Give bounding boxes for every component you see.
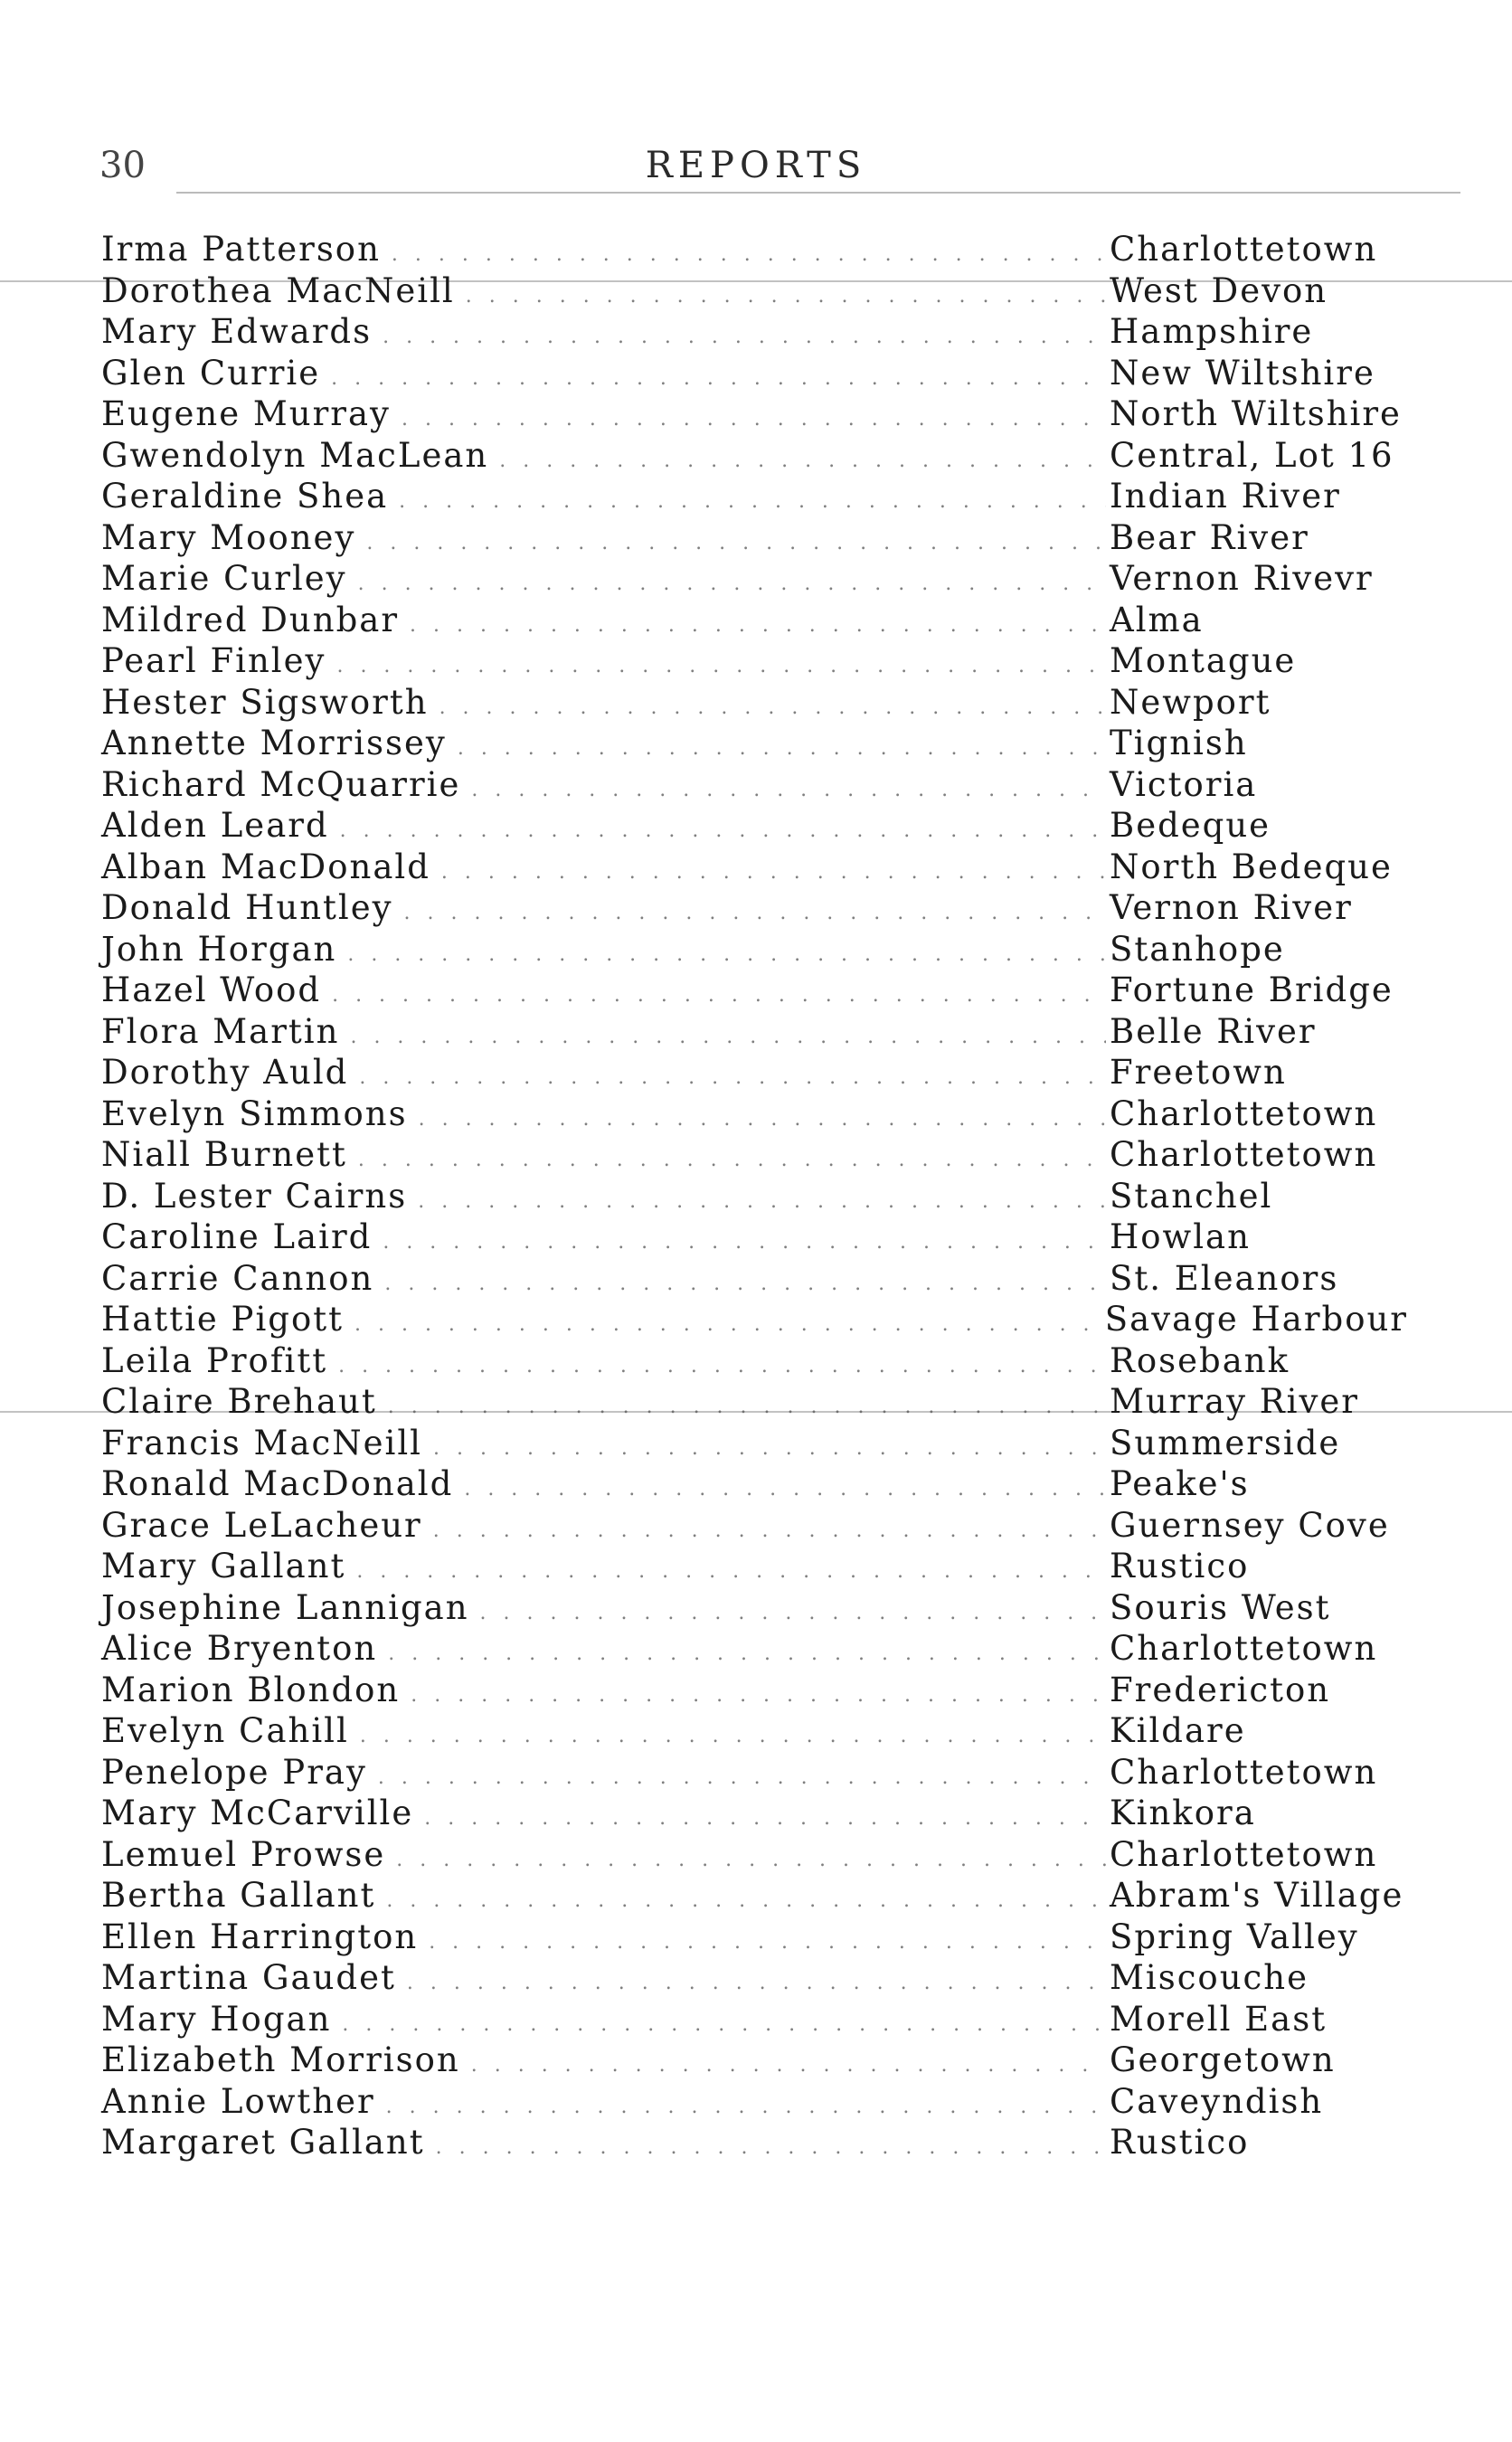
list-item (101, 229, 1408, 270)
dot-leader (433, 1428, 1106, 1470)
list-item (101, 558, 1408, 600)
list-item (101, 805, 1408, 847)
place-name: Georgetown (1110, 2040, 1336, 2079)
place-name: Vernon Rivevr (1110, 559, 1374, 598)
person-name: Mary Hogan (101, 1999, 332, 2039)
place-name: Fredericton (1110, 1670, 1331, 1709)
place-name: Kildare (1110, 1711, 1246, 1750)
place-name: Charlottetown (1110, 230, 1378, 269)
list-item (101, 1793, 1408, 1834)
list-item (101, 1216, 1408, 1258)
list-item (101, 1628, 1408, 1670)
list-item (101, 1875, 1408, 1917)
running-title: REPORTS (645, 145, 867, 186)
dot-leader (388, 1387, 1106, 1428)
person-name: Hattie Pigott (101, 1300, 344, 1339)
list-item (101, 1423, 1408, 1464)
list-item (101, 1258, 1408, 1300)
dot-leader (383, 1222, 1106, 1264)
place-name: Caveyndish (1110, 2081, 1324, 2121)
list-item (101, 600, 1408, 641)
person-name: Martina Gaudet (101, 1958, 396, 1997)
list-item (101, 970, 1408, 1011)
list-item (101, 764, 1408, 806)
person-name: Mary Mooney (101, 517, 356, 557)
dot-leader (358, 1140, 1106, 1181)
place-name: Bedeque (1110, 806, 1271, 845)
person-name: Donald Huntley (101, 888, 393, 927)
list-item (101, 1463, 1408, 1505)
person-name: Irma Patterson (101, 230, 381, 269)
dot-leader (331, 358, 1106, 400)
person-name: Ellen Harrington (101, 1917, 419, 1956)
list-item (101, 1546, 1408, 1587)
dot-leader (419, 1099, 1106, 1141)
place-name: Souris West (1110, 1587, 1331, 1627)
place-name: Indian River (1110, 477, 1341, 516)
dot-leader (342, 2004, 1106, 2046)
dot-leader (338, 1346, 1106, 1387)
place-name: Montague (1110, 641, 1297, 680)
place-name: Spring Valley (1110, 1917, 1359, 1956)
dot-leader (480, 1593, 1106, 1634)
dot-leader (350, 1017, 1106, 1058)
place-name: Newport (1110, 682, 1271, 722)
person-name: Eugene Murray (101, 394, 391, 433)
person-name: Leila Profitt (101, 1340, 328, 1380)
dot-leader (466, 276, 1106, 317)
list-item (101, 1834, 1408, 1876)
list-item (101, 640, 1408, 682)
person-name: Penelope Pray (101, 1752, 367, 1792)
place-name: Rustico (1110, 2123, 1250, 2162)
place-name: Fortune Bridge (1110, 970, 1394, 1009)
person-name: Ronald MacDonald (101, 1464, 454, 1503)
dot-leader (386, 1880, 1106, 1922)
place-name: Abram's Village (1110, 1876, 1404, 1915)
place-name: Charlottetown (1110, 1752, 1378, 1792)
place-name: North Wiltshire (1110, 394, 1402, 433)
dot-leader (399, 481, 1106, 523)
list-item (101, 1917, 1408, 1958)
list-item (101, 311, 1408, 353)
person-name: Bertha Gallant (101, 1876, 376, 1915)
person-name: Elizabeth Morrison (101, 2040, 460, 2079)
place-name: Freetown (1110, 1053, 1287, 1092)
list-item (101, 1134, 1408, 1176)
list-item (101, 1052, 1408, 1093)
place-name: Central, Lot 16 (1110, 435, 1394, 475)
dot-leader (386, 2087, 1106, 2128)
place-name: Guernsey Cove (1110, 1505, 1390, 1545)
dot-leader (366, 523, 1106, 564)
person-name: Richard McQuarrie (101, 764, 461, 804)
dot-leader (411, 1675, 1106, 1717)
person-name: Glen Currie (101, 353, 321, 393)
dot-leader (471, 2045, 1106, 2087)
list-item (101, 1176, 1408, 1217)
place-name: Rosebank (1110, 1340, 1290, 1380)
list-item (101, 2122, 1408, 2163)
name-place-list (101, 229, 1408, 2163)
list-item (101, 1710, 1408, 1752)
dot-leader (336, 646, 1106, 687)
person-name: Dorothea MacNeill (101, 270, 455, 310)
place-name: Miscouche (1110, 1958, 1309, 1997)
person-name: Margaret Gallant (101, 2123, 425, 2162)
place-name: West Devon (1110, 270, 1328, 310)
list-item (101, 435, 1408, 477)
list-item (101, 2040, 1408, 2081)
person-name: Mildred Dunbar (101, 600, 400, 639)
person-name: Niall Burnett (101, 1135, 347, 1174)
place-name: Murray River (1110, 1382, 1359, 1421)
dot-leader (429, 1922, 1106, 1964)
dot-leader (418, 1181, 1106, 1223)
person-name: Geraldine Shea (101, 477, 389, 516)
dot-leader (464, 1469, 1106, 1510)
place-name: Charlottetown (1110, 1629, 1378, 1668)
person-name: Hester Sigsworth (101, 682, 429, 722)
dot-leader (388, 1633, 1106, 1675)
list-item (101, 1093, 1408, 1135)
place-name: Howlan (1110, 1217, 1251, 1256)
place-name: Charlottetown (1110, 1093, 1378, 1133)
person-name: D. Lester Cairns (101, 1176, 408, 1216)
person-name: Grace LeLacheur (101, 1505, 422, 1545)
person-name: Alban MacDonald (101, 847, 430, 886)
dot-leader (360, 1716, 1106, 1757)
place-name: Summerside (1110, 1423, 1341, 1462)
place-name: Peake's (1110, 1464, 1250, 1503)
dot-leader (384, 1264, 1106, 1305)
page-number: 30 (99, 145, 146, 186)
dot-leader (410, 605, 1106, 647)
person-name: Caroline Laird (101, 1217, 373, 1256)
list-item (101, 1340, 1408, 1382)
place-name: Kinkora (1110, 1794, 1256, 1832)
dot-leader (458, 728, 1106, 770)
person-name: Flora Martin (101, 1011, 340, 1051)
place-name: North Bedeque (1110, 847, 1393, 886)
place-name: Hampshire (1110, 312, 1314, 351)
dot-leader (354, 1304, 1101, 1346)
place-name: Stanchel (1110, 1176, 1273, 1216)
person-name: Hazel Wood (101, 970, 322, 1009)
list-item (101, 1587, 1408, 1629)
person-name: Evelyn Cahill (101, 1711, 349, 1750)
list-item (101, 1381, 1408, 1423)
dot-leader (499, 440, 1106, 482)
list-item (101, 723, 1408, 764)
place-name: Victoria (1110, 764, 1258, 804)
dot-leader (439, 687, 1106, 729)
dot-leader (340, 810, 1106, 852)
place-name: New Wiltshire (1110, 353, 1375, 393)
dot-leader (407, 1963, 1106, 2004)
place-name: Alma (1110, 600, 1204, 639)
person-name: Alden Leard (101, 806, 329, 845)
list-item (101, 476, 1408, 517)
person-name: Mary Gallant (101, 1547, 346, 1585)
person-name: Marie Curley (101, 559, 347, 598)
list-item (101, 847, 1408, 888)
list-item (101, 517, 1408, 559)
dot-leader (424, 1798, 1106, 1840)
person-name: Marion Blondon (101, 1670, 401, 1709)
list-item (101, 682, 1408, 724)
dot-leader (433, 1510, 1106, 1552)
place-name: Vernon River (1110, 888, 1353, 927)
list-item (101, 270, 1408, 312)
dot-leader (347, 934, 1106, 976)
list-item (101, 929, 1408, 970)
place-name: Bear River (1110, 517, 1309, 557)
dot-leader (404, 893, 1106, 934)
person-name: Mary McCarville (101, 1794, 414, 1832)
dot-leader (441, 852, 1106, 894)
dot-leader (332, 975, 1106, 1017)
person-name: Alice Bryenton (101, 1629, 378, 1668)
dot-leader (356, 1551, 1106, 1593)
place-name: Charlottetown (1110, 1135, 1378, 1174)
place-name: Savage Harbour (1104, 1300, 1408, 1339)
dot-leader (392, 234, 1106, 276)
dot-leader (378, 1757, 1106, 1799)
dot-leader (358, 563, 1106, 605)
list-item (101, 1999, 1408, 2040)
list-item (101, 393, 1408, 435)
dot-leader (402, 399, 1106, 440)
person-name: Francis MacNeill (101, 1423, 422, 1462)
dot-leader (436, 2127, 1106, 2169)
list-item (101, 353, 1408, 394)
person-name: Josephine Lannigan (101, 1587, 469, 1627)
place-name: St. Eleanors (1110, 1258, 1339, 1298)
person-name: Lemuel Prowse (101, 1834, 386, 1874)
list-item (101, 1505, 1408, 1547)
list-item (101, 1957, 1408, 1999)
person-name: Evelyn Simmons (101, 1093, 408, 1133)
place-name: Belle River (1110, 1011, 1317, 1051)
person-name: Dorothy Auld (101, 1053, 349, 1092)
dot-leader (359, 1057, 1106, 1099)
list-item (101, 1011, 1408, 1053)
person-name: Gwendolyn MacLean (101, 435, 489, 475)
person-name: Mary Edwards (101, 312, 373, 351)
place-name: Tignish (1110, 724, 1248, 762)
list-item (101, 1299, 1408, 1340)
person-name: Annie Lowther (101, 2081, 375, 2121)
dot-leader (396, 1840, 1106, 1881)
dot-leader (383, 317, 1106, 358)
list-item (101, 1752, 1408, 1794)
list-item (101, 887, 1408, 929)
dot-leader (471, 770, 1106, 811)
person-name: John Horgan (101, 929, 337, 969)
place-name: Stanhope (1110, 929, 1285, 969)
person-name: Annette Morrissey (101, 724, 447, 762)
place-name: Charlottetown (1110, 1834, 1378, 1874)
list-item (101, 1670, 1408, 1711)
place-name: Morell East (1110, 1999, 1328, 2039)
list-item (101, 2081, 1408, 2123)
person-name: Claire Brehaut (101, 1382, 377, 1421)
place-name: Rustico (1110, 1547, 1250, 1585)
person-name: Pearl Finley (101, 641, 326, 680)
person-name: Carrie Cannon (101, 1258, 374, 1298)
header-rule (176, 192, 1460, 194)
